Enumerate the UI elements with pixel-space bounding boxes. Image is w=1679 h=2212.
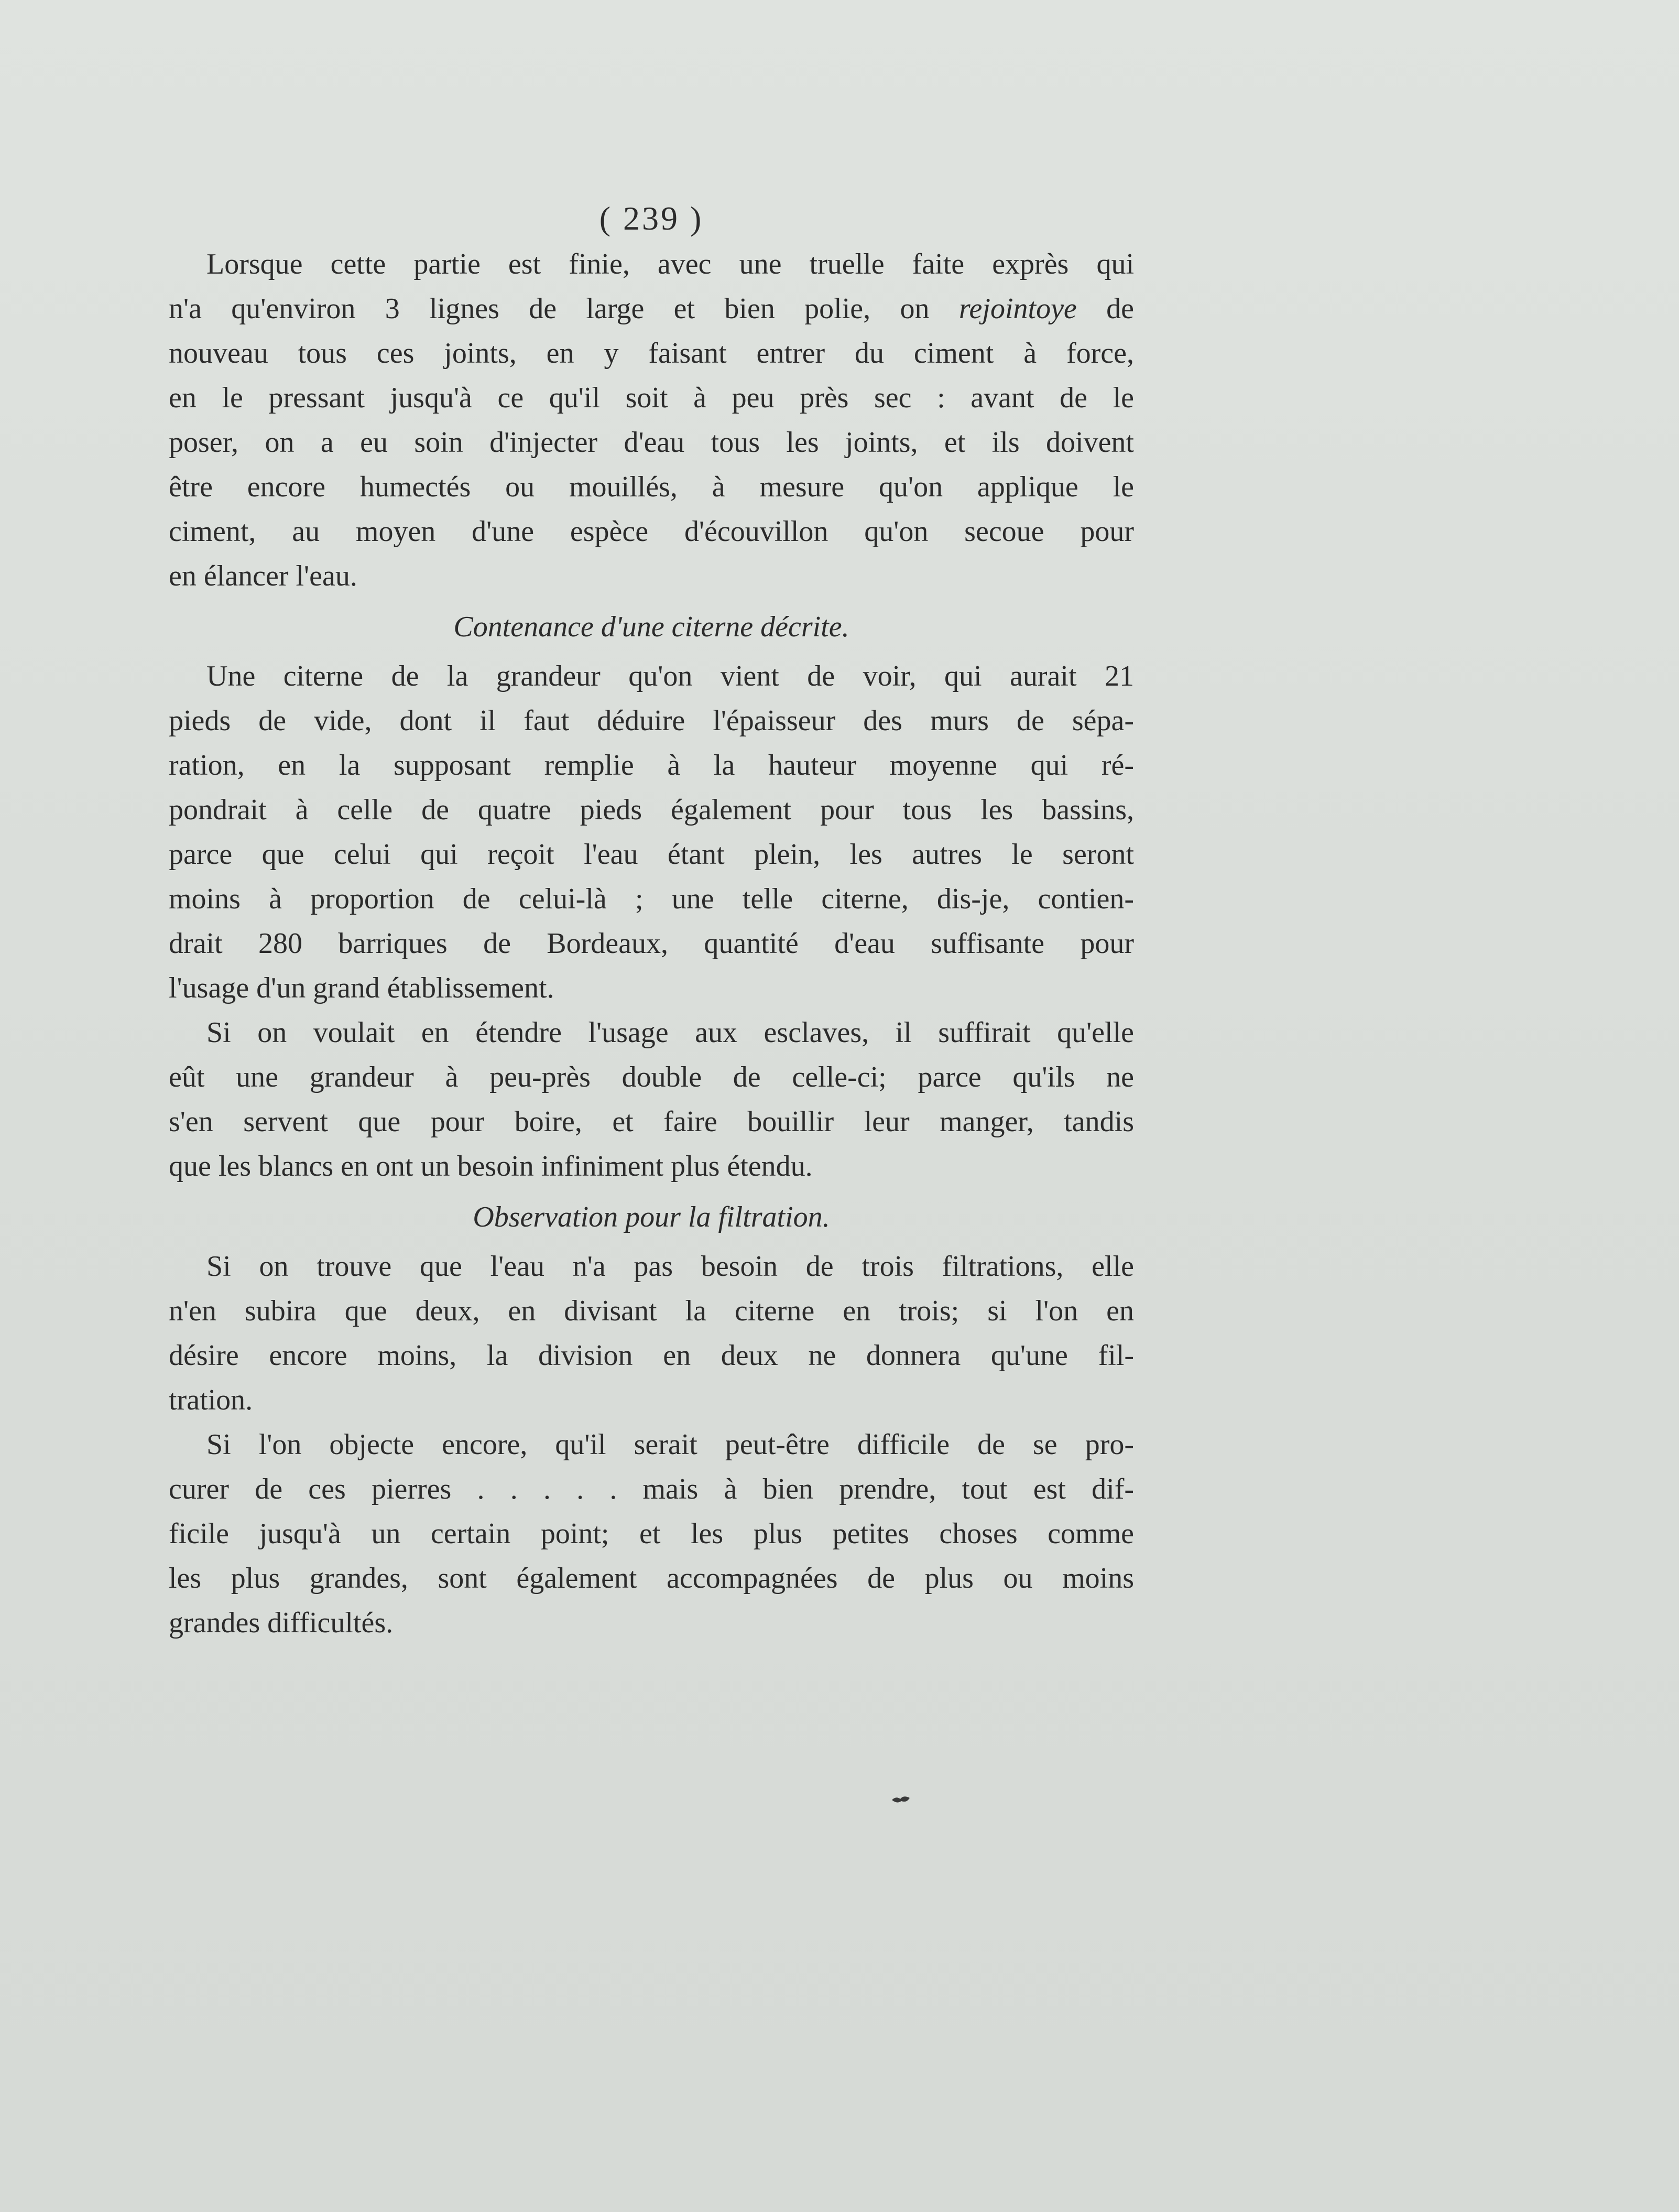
text-segment: de [1076,292,1134,325]
text-line: l'usage d'un grand établissement. [169,972,554,1004]
text-line: moins à proportion de celui-là ; une telle citerne, dis-je, contien- [169,883,1134,915]
section-title: Contenance d'une citerne décrite. [453,611,849,643]
text-line: ficile jusqu'à un certain point; et les plus petites choses comme [169,1517,1134,1550]
paragraph-4 [169,1244,1134,1423]
text-line: désire encore moins, la division en deux ne donnera qu'une fil- [169,1339,1134,1372]
text-line: pondrait à celle de quatre pieds également pour tous les bassins, [169,794,1134,826]
text-line: Si l'on objecte encore, qu'il serait peut-être difficile de se pro- [206,1428,1134,1461]
text-line: parce que celui qui reçoit l'eau étant plein, les autres le seront [169,838,1134,871]
text-line: s'en servent que pour boire, et faire bouillir leur manger, tandis [169,1105,1134,1138]
text-line [169,287,1134,331]
text-line: en le pressant jusqu'à ce qu'il soit à peu près sec : avant de le [169,382,1134,414]
text-line: Si on trouve que l'eau n'a pas besoin de trois filtrations, elle [206,1250,1134,1283]
text-line: que les blancs en ont un besoin infiniment plus étendu. [169,1150,813,1183]
page-text [169,195,1134,1645]
text-line: curer de ces pierres . . . . . mais à bien prendre, tout est dif- [169,1473,1134,1505]
italic-term: rejointoye [958,292,1077,325]
text-line: Si on voulait en étendre l'usage aux esclaves, il suffirait qu'elle [206,1016,1134,1049]
paragraph-3 [169,1011,1134,1189]
text-line: drait 280 barriques de Bordeaux, quantité d'eau suffisante pour [169,927,1134,960]
section-title: Observation pour la filtration. [473,1201,830,1233]
text-line: n'en subira que deux, en divisant la citerne en trois; si l'on en [169,1295,1134,1327]
text-line: pieds de vide, dont il faut déduire l'épaisseur des murs de sépa- [169,704,1134,737]
text-line: nouveau tous ces joints, en y faisant entrer du ciment à force, [169,337,1134,370]
paragraph-5 [169,1423,1134,1645]
paragraph-1 [169,242,1134,599]
printer-ornament-icon [891,1793,912,1805]
text-line: Une citerne de la grandeur qu'on vient de voir, qui aurait 21 [206,660,1134,692]
paragraph-2 [169,654,1134,1011]
page-number: ( 239 ) [599,200,704,237]
text-line: en élancer l'eau. [169,560,357,592]
text-line: tration. [169,1384,253,1416]
text-line: grandes difficultés. [169,1607,394,1639]
text-line: ration, en la supposant remplie à la hauteur moyenne qui ré- [169,749,1134,782]
text-line: Lorsque cette partie est finie, avec une truelle faite exprès qui [206,248,1134,280]
text-segment: n'a qu'environ 3 lignes de large et bien polie, on [169,292,959,325]
text-line: eût une grandeur à peu-près double de celle-ci; parce qu'ils ne [169,1061,1134,1093]
text-line: être encore humectés ou mouillés, à mesure qu'on applique le [169,471,1134,503]
text-line: les plus grandes, sont également accompagnées de plus ou moins [169,1562,1134,1595]
text-line: poser, on a eu soin d'injecter d'eau tous les joints, et ils doivent [169,426,1134,459]
text-line: ciment, au moyen d'une espèce d'écouvillon qu'on secoue pour [169,515,1134,548]
